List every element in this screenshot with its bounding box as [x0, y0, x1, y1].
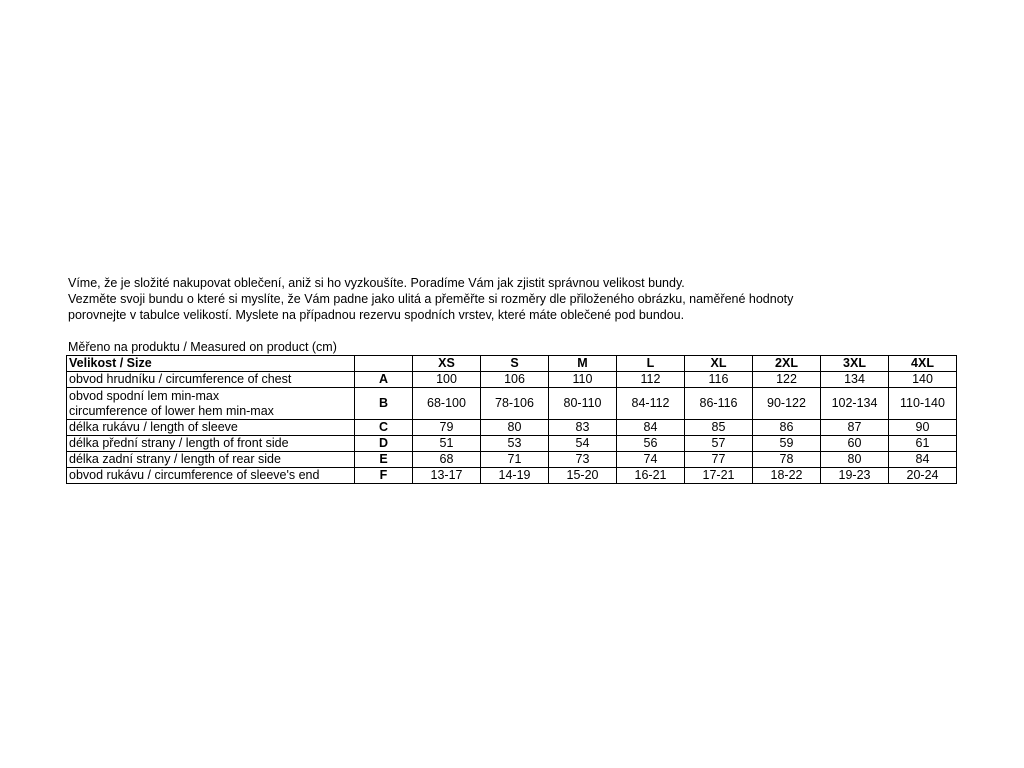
- table-cell: 20-24: [889, 468, 957, 484]
- table-cell: 71: [481, 452, 549, 468]
- table-cell: 84: [889, 452, 957, 468]
- size-header: M: [549, 356, 617, 372]
- table-cell: 85: [685, 420, 753, 436]
- row-label: obvod rukávu / circumference of sleeve's end: [67, 468, 355, 484]
- table-cell: 60: [821, 436, 889, 452]
- table-cell: 68-100: [413, 388, 481, 420]
- table-cell: 112: [617, 372, 685, 388]
- table-cell: 90: [889, 420, 957, 436]
- table-cell: 80: [821, 452, 889, 468]
- row-label: délka zadní strany / length of rear side: [67, 452, 355, 468]
- size-header: L: [617, 356, 685, 372]
- size-table: [66, 355, 957, 484]
- table-caption: Měřeno na produktu / Measured on product (cm): [68, 340, 337, 354]
- table-cell: 84-112: [617, 388, 685, 420]
- row-code: B: [355, 388, 413, 420]
- row-code: F: [355, 468, 413, 484]
- table-cell: 106: [481, 372, 549, 388]
- table-cell: 77: [685, 452, 753, 468]
- table-cell: 15-20: [549, 468, 617, 484]
- table-cell: 116: [685, 372, 753, 388]
- table-row: [67, 452, 957, 468]
- header-code-empty: [355, 356, 413, 372]
- table-cell: 14-19: [481, 468, 549, 484]
- table-cell: 17-21: [685, 468, 753, 484]
- table-row: [67, 468, 957, 484]
- row-label: délka rukávu / length of sleeve: [67, 420, 355, 436]
- size-header: 2XL: [753, 356, 821, 372]
- table-cell: 51: [413, 436, 481, 452]
- table-cell: 80: [481, 420, 549, 436]
- table-row: [67, 436, 957, 452]
- size-header: 4XL: [889, 356, 957, 372]
- size-header: 3XL: [821, 356, 889, 372]
- row-code: A: [355, 372, 413, 388]
- row-label-line-2: circumference of lower hem min-max: [69, 403, 274, 418]
- table-cell: 110-140: [889, 388, 957, 420]
- table-row: [67, 420, 957, 436]
- table-cell: 56: [617, 436, 685, 452]
- size-header: XS: [413, 356, 481, 372]
- table-cell: 84: [617, 420, 685, 436]
- row-label: [67, 388, 355, 420]
- table-cell: 134: [821, 372, 889, 388]
- table-row: [67, 388, 957, 420]
- intro-line-1: Víme, že je složité nakupovat oblečení, aniž si ho vyzkoušíte. Poradíme Vám jak zjistit správnou velikost bundy.: [68, 276, 685, 290]
- row-code: C: [355, 420, 413, 436]
- intro-text: [68, 275, 968, 323]
- header-label: Velikost / Size: [67, 356, 355, 372]
- row-label: obvod hrudníku / circumference of chest: [67, 372, 355, 388]
- table-cell: 90-122: [753, 388, 821, 420]
- table-cell: 86-116: [685, 388, 753, 420]
- row-code: D: [355, 436, 413, 452]
- table-cell: 79: [413, 420, 481, 436]
- table-cell: 78: [753, 452, 821, 468]
- table-cell: 80-110: [549, 388, 617, 420]
- table-cell: 16-21: [617, 468, 685, 484]
- table-cell: 102-134: [821, 388, 889, 420]
- intro-line-3: porovnejte v tabulce velikostí. Myslete na případnou rezervu spodních vrstev, které máte oblečené pod bundou.: [68, 308, 685, 322]
- table-cell: 87: [821, 420, 889, 436]
- table-cell: 78-106: [481, 388, 549, 420]
- table-cell: 73: [549, 452, 617, 468]
- table-cell: 100: [413, 372, 481, 388]
- table-cell: 74: [617, 452, 685, 468]
- table-cell: 54: [549, 436, 617, 452]
- table-cell: 68: [413, 452, 481, 468]
- table-header-row: [67, 356, 957, 372]
- table-cell: 61: [889, 436, 957, 452]
- table-cell: 110: [549, 372, 617, 388]
- table-cell: 86: [753, 420, 821, 436]
- table-cell: 59: [753, 436, 821, 452]
- row-label-line-1: obvod spodní lem min-max: [69, 388, 220, 403]
- row-label: délka přední strany / length of front side: [67, 436, 355, 452]
- size-header: S: [481, 356, 549, 372]
- table-row: [67, 372, 957, 388]
- table-cell: 18-22: [753, 468, 821, 484]
- table-cell: 57: [685, 436, 753, 452]
- table-cell: 122: [753, 372, 821, 388]
- table-cell: 83: [549, 420, 617, 436]
- table-cell: 19-23: [821, 468, 889, 484]
- table-cell: 140: [889, 372, 957, 388]
- table-cell: 13-17: [413, 468, 481, 484]
- intro-line-2: Vezměte svoji bundu o které si myslíte, že Vám padne jako ulitá a přeměřte si rozměry dle přiloženého obrázku, naměřené hodnoty: [68, 292, 794, 306]
- table-cell: 53: [481, 436, 549, 452]
- size-header: XL: [685, 356, 753, 372]
- row-code: E: [355, 452, 413, 468]
